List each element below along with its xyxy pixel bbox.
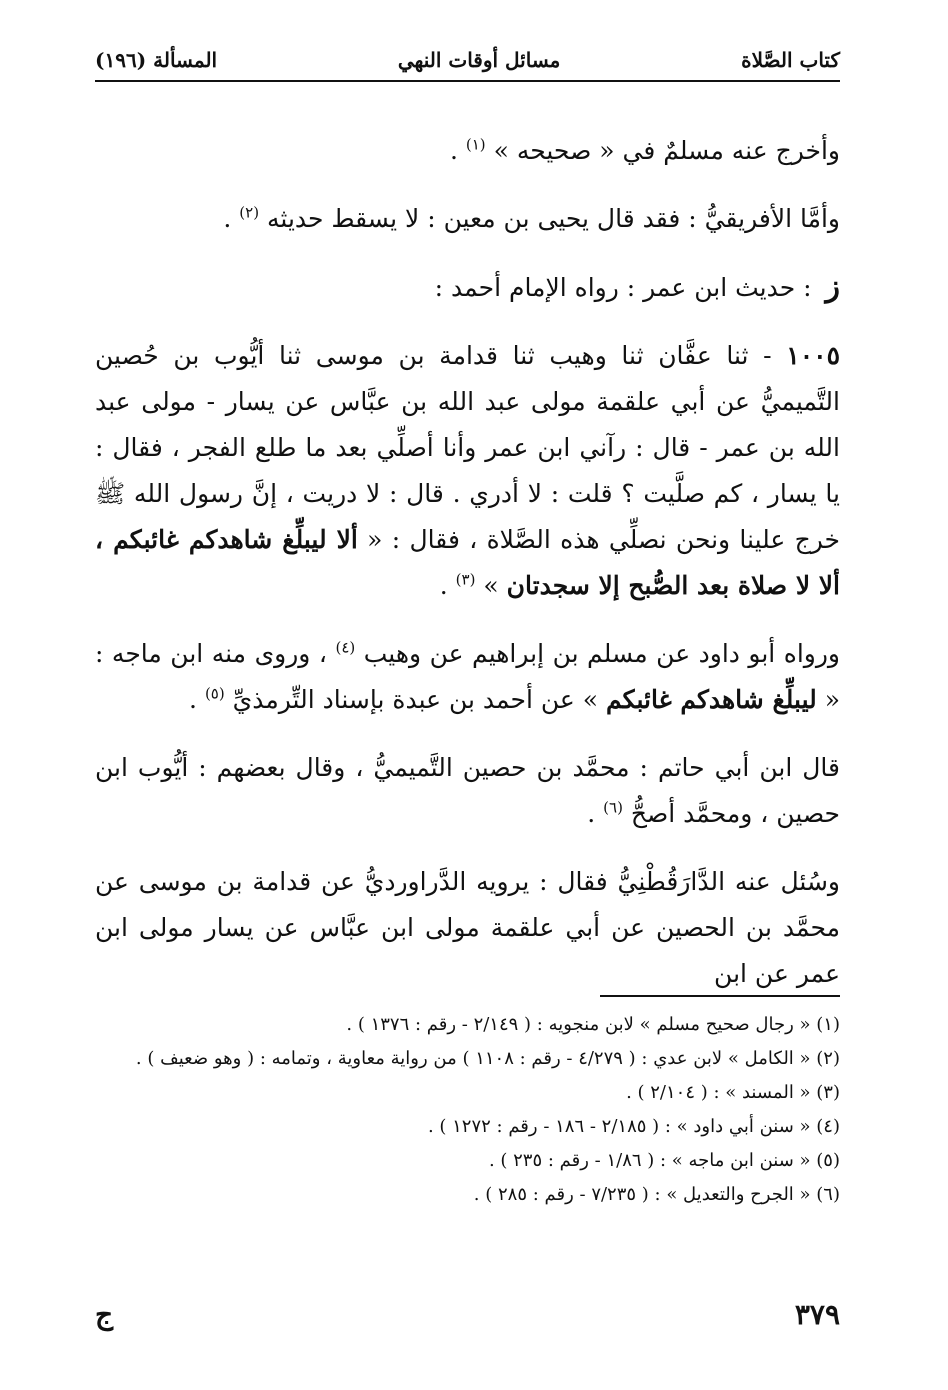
footnote-ref-5: (٥) bbox=[204, 684, 225, 703]
running-header bbox=[95, 40, 840, 82]
header-chapter-title: مسائل أوقات النهي bbox=[397, 48, 561, 72]
paragraph-1: وأخرج عنه مسلمٌ في « صحيحه » $^{(١)}$ . bbox=[449, 135, 840, 165]
paragraph-5: ورواه أبو داود عن مسلم بن إبراهيم عن وهيب $^{(٤)}$ ، وروى منه ابن ماجه : « ليبلِّغ شاهدكم غائبكم » عن أحمد بن عبدة بإسناد التِّرمذيِّ $^{(٥)}$ . bbox=[95, 638, 840, 714]
header-issue-number: المسألة (١٩٦) bbox=[95, 48, 218, 72]
footnote-ref-3: (٣) bbox=[455, 570, 476, 589]
paragraph-hadith-1005: ١٠٠٥ - ثنا عفَّان ثنا وهيب ثنا قدامة بن موسى ثنا أيُّوب بن حُصين التَّميميُّ عن أبي علقمة مولى عبد الله بن عبَّاس عن يسار - مولى عبد الله بن عمر - قال : رآني ابن عمر وأنا أصلِّي بعد ما طلع الفجر ، فقال : يا يسار ، كم صلَّيت ؟ قلت : لا أدري . قال : لا دريت ، إنَّ رسول الله ﷺ خرج علينا ونحن نصلِّي هذه الصَّلاة ، فقال : « ألا ليبلِّغ شاهدكم غائبكم ، ألا لا صلاة بعد الصُّبح إلا سجدتان » $^{(٣)}$ . bbox=[95, 341, 841, 600]
section-letter: ز bbox=[825, 269, 840, 304]
footnote-4: (٤) « سنن أبي داود » : ( ٢/١٨٥ - ١٨٦ - رقم : ١٢٧٢ ) . bbox=[427, 1116, 840, 1137]
footnote-ref-4: (٤) bbox=[335, 638, 356, 657]
footnote-5: (٥) « سنن ابن ماجه » : ( ١/٨٦ - رقم : ٢٣٥ ) . bbox=[488, 1150, 840, 1171]
footnote-2: (٢) « الكامل » لابن عدي : ( ٤/٢٧٩ - رقم : ١١٠٨ ) من رواية معاوية ، وتمامه : ( وهو ضعيف ) . bbox=[135, 1048, 840, 1069]
hadith-matn: ألا ليبلِّغ شاهدكم غائبكم ، ألا لا صلاة بعد الصُّبح إلا سجدتان bbox=[95, 525, 840, 600]
signature-mark: ج bbox=[95, 1298, 114, 1331]
footnote-divider bbox=[600, 995, 840, 997]
page-footer bbox=[95, 1298, 840, 1331]
header-book-title: كتاب الصَّلاة bbox=[741, 48, 840, 72]
paragraph-7: وسُئل عنه الدَّارَقُطْنِيُّ فقال : يرويه الدَّراورديُّ عن قدامة بن موسى عن محمَّد بن الحصين عن أبي علقمة مولى ابن عبَّاس عن يسار مولى ابن عمر عن ابن bbox=[95, 867, 840, 988]
hadith-number: ١٠٠٥ bbox=[786, 341, 840, 370]
footnote-1: (١) « رجال صحيح مسلم » لابن منجويه : ( ٢/١٤٩ - رقم : ١٣٧٦ ) . bbox=[346, 1014, 840, 1035]
footnote-ref-1: (١) bbox=[465, 135, 486, 154]
quoted-matn: ليبلِّغ شاهدكم غائبكم bbox=[606, 685, 817, 714]
paragraph-3: ز : حديث ابن عمر : رواه الإمام أحمد : bbox=[434, 269, 840, 304]
page-number: ٣٧٩ bbox=[794, 1298, 840, 1331]
footnote-ref-2: (٢) bbox=[239, 203, 260, 222]
paragraph-2: وأمَّا الأفريقيُّ : فقد قال يحيى بن معين : لا يسقط حديثه $^{(٢)}$ . bbox=[223, 203, 840, 233]
footnote-6: (٦) « الجرح والتعديل » : ( ٧/٢٣٥ - رقم : ٢٨٥ ) . bbox=[473, 1184, 840, 1205]
footnote-ref-6: (٦) bbox=[603, 798, 623, 817]
footnote-3: (٣) « المسند » : ( ٢/١٠٤ ) . bbox=[626, 1082, 840, 1103]
paragraph-6: قال ابن أبي حاتم : محمَّد بن حصين التَّميميُّ ، وقال بعضهم : أيُّوب ابن حصين ، ومحمَّد أصحُّ $^{(٦)}$ . bbox=[95, 753, 840, 828]
book-page bbox=[95, 40, 840, 1360]
footnotes bbox=[95, 1008, 840, 1212]
main-text bbox=[95, 128, 840, 997]
